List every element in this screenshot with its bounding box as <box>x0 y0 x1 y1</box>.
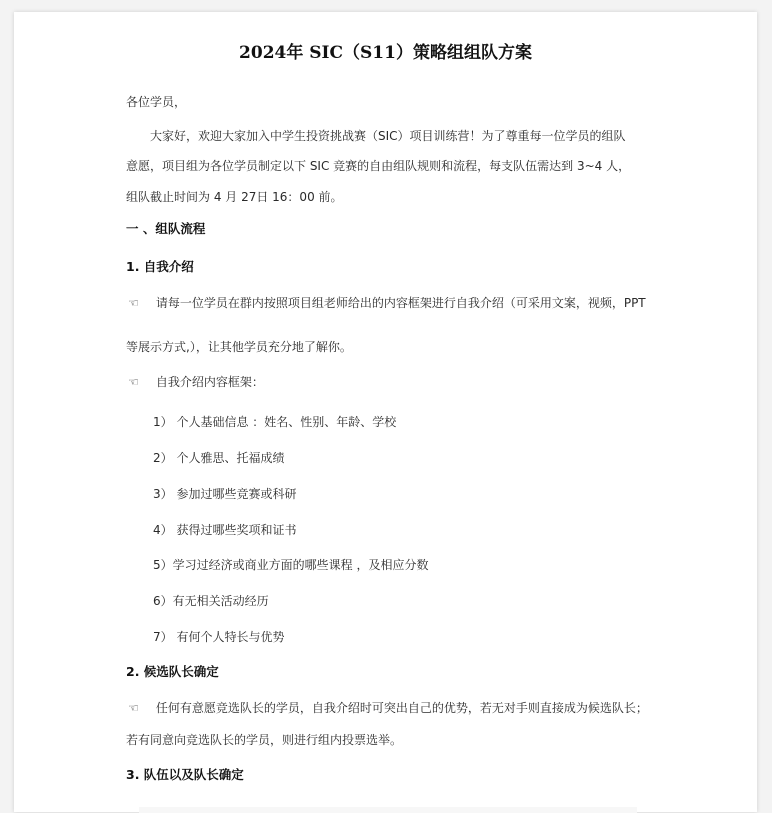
pointing-hand-icon: ☜ <box>128 375 139 389</box>
bullet-text: 请每一位学员在群内按照项目组老师给出的内容框架进行自我介绍（可采用文案，视频，PPT <box>155 296 646 310</box>
cut-off-content <box>139 807 637 813</box>
bullet-text: 自我介绍内容框架： <box>155 375 264 389</box>
framework-item-3: 3） 参加过哪些竞赛或科研 <box>153 487 297 501</box>
framework-item-1: 1） 个人基础信息 ：姓名、性别、年龄、学校 <box>153 415 397 429</box>
framework-item-2: 2） 个人雅思、托福成绩 <box>153 451 285 465</box>
bullet-text: 任何有意愿竞选队长的学员，自我介绍时可突出自己的优势，若无对手则直接成为候选队长； <box>155 701 648 715</box>
document-title: 2024年 SIC（S11）策略组组队方案 <box>239 43 532 63</box>
bullet-self-intro-instruction <box>128 295 646 311</box>
section-heading-team-process: 一 、组队流程 <box>126 221 206 236</box>
framework-item-6: 6）有无相关活动经历 <box>153 594 269 608</box>
step-heading-team-and-captain: 3. 队伍以及队长确定 <box>126 767 244 782</box>
step-heading-self-intro: 1. 自我介绍 <box>126 259 194 274</box>
pointing-hand-icon: ☜ <box>128 701 139 715</box>
bullet-captain-continuation: 若有同意向竞选队长的学员，则进行组内投票选举。 <box>126 733 403 747</box>
bullet-captain-candidate <box>128 700 648 716</box>
bullet-framework <box>128 374 264 390</box>
framework-item-4: 4） 获得过哪些奖项和证书 <box>153 523 297 537</box>
intro-line-1: 大家好，欢迎大家加入中学生投资挑战赛（SIC）项目训练营！为了尊重每一位学员的组队 <box>150 129 626 143</box>
bullet-self-intro-continuation: 等展示方式,），让其他学员充分地了解你。 <box>126 340 352 354</box>
document-page <box>14 12 757 812</box>
pointing-hand-icon: ☜ <box>128 296 139 310</box>
greeting: 各位学员， <box>126 95 187 109</box>
framework-item-7: 7） 有何个人特长与优势 <box>153 630 285 644</box>
step-heading-captain-candidate: 2. 候选队长确定 <box>126 664 219 679</box>
framework-item-5: 5）学习过经济或商业方面的哪些课程 ，及相应分数 <box>153 558 429 572</box>
intro-line-3: 组队截止时间为 4 月 27日 16：00 前。 <box>126 190 343 204</box>
intro-line-2: 意愿，项目组为各位学员制定以下 SIC 竞赛的自由组队规则和流程，每支队伍需达到 3~4 人， <box>126 159 631 173</box>
